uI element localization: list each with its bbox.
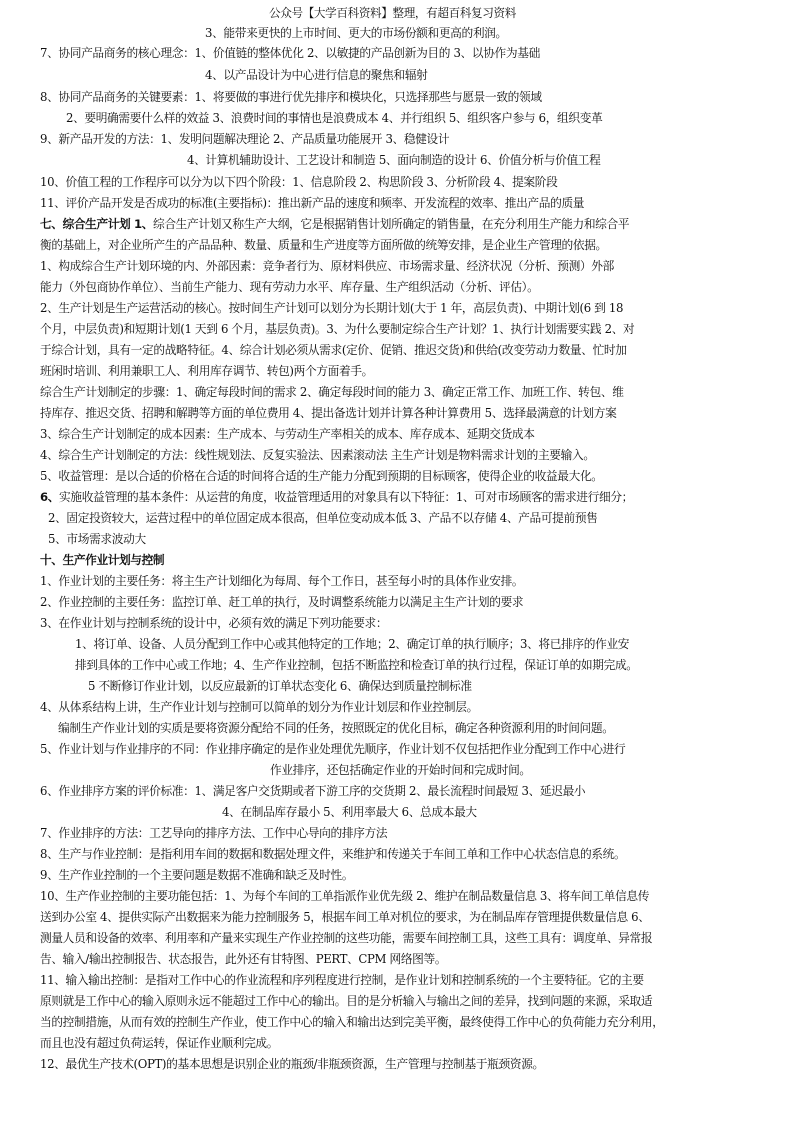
page-header: 公众号【大学百科资料】整理，有超百科复习资料 [269,6,516,20]
text-line: 班闲时培训、利用兼职工人、利用库存调节、转包)两个方面着手。 [40,364,373,378]
text-line: 5、市场需求波动大 [48,532,146,546]
section-title: 七、综合生产计划 1、 [40,217,153,231]
text-line: 1、作业计划的主要任务：将主生产计划细化为每周、每个工作日，甚至每小时的具体作业安排。 [40,574,524,588]
item-number: 6、 [40,490,60,504]
text-line: 1、构成综合生产计划环境的内、外部因素：竞争者行为、原材料供应、市场需求量、经济状况（分析、预测）外部 [40,259,614,273]
text-line: 2、作业控制的主要任务：监控订单、赶工单的执行，及时调整系统能力以满足主生产计划的要求 [40,595,524,609]
text-line: 持库存、推迟交货、招聘和解聘等方面的单位费用 4、提出备选计划并计算各种计算费用 5、选择最满意的计划方案 [40,406,617,420]
text-line: 个月，中层负责)和短期计划(1 天到 6 个月，基层负责)。3、为什么要制定综合生产计划？1、执行计划需要实践 2、对 [40,322,635,336]
text-line: 2、固定投资较大，运营过程中的单位固定成本很高，但单位变动成本低 3、产品不以存储 4、产品可提前预售 [48,511,598,525]
text-line: 原则就是工作中心的输入原则永远不能超过工作中心的输出。目的是分析输入与输出之间的差异，找到问题的来源，采取适 [40,994,653,1008]
text-line: 3、在作业计划与控制系统的设计中，必须有效的满足下列功能要求： [40,616,388,630]
text-line: 4、计算机辅助设计、工艺设计和制造 5、面向制造的设计 6、价值分析与价值工程 [187,153,601,167]
text-line: 综合生产计划制定的步骤：1、确定每段时间的需求 2、确定每段时间的能力 3、确定正常工作、加班工作、转包、维 [40,385,624,399]
text-line: 7、协同产品商务的核心理念：1、价值链的整体优化 2、以敏捷的产品创新为目的 3、以协作为基础 [40,46,540,60]
text-line: 5、收益管理：是以合适的价格在合适的时间将合适的生产能力分配到预期的目标顾客，使得企业的收益最大化。 [40,469,603,483]
text-line: 10、价值工程的工作程序可以分为以下四个阶段：1、信息阶段 2、构思阶段 3、分析阶段 4、提案阶段 [40,175,558,189]
text-line: 4、以产品设计为中心进行信息的聚焦和辐射 [205,68,428,82]
text-line: 衡的基础上，对企业所产生的产品品种、数量、质量和生产进度等方面所做的统筹安排，是企业生产管理的依据。 [40,238,607,252]
text-line: 3、能带来更快的上市时间、更大的市场份额和更高的利润。 [205,26,507,40]
text-line: 8、协同产品商务的关键要素：1、将要做的事进行优先排序和模块化，只选择那些与愿景一致的领域 [40,90,542,104]
text-line: 测量人员和设备的效率、利用率和产量来实现生产作业控制的这些功能，需要车间控制工具，这些工具有：调度单、异常报 [40,931,653,945]
text-line: 作业排序，还包括确定作业的开始时间和完成时间。 [270,763,531,777]
text-line: 4、综合生产计划制定的方法：线性规划法、反复实验法、因素滚动法 主生产计划是物料需求计划的主要输入。 [40,448,595,462]
text-line: 6、作业排序方案的评价标准：1、满足客户交货期或者下游工序的交货期 2、最长流程时间最短 3、延迟最小 [40,784,586,798]
item-text: 实施收益管理的基本条件：从运营的角度，收益管理适用的对象具有以下特征：1、可对市场顾客的需求进行细分； [59,490,633,504]
text-line: 11、输入输出控制：是指对工作中心的作业流程和序列程度进行控制，是作业计划和控制系统的一个主要特征。它的主要 [40,973,644,987]
text-line: 能力（外包商协作单位）、当前生产能力、现有劳动力水平、库存量、生产组织活动（分析、评估）。 [40,280,539,294]
text-line: 2、生产计划是生产运营活动的核心。按时间生产计划可以划分为长期计划(大于 1 年，高层负责)、中期计划(6 到 18 [40,301,624,315]
text-line: 9、生产作业控制的一个主要问题是数据不准确和缺乏及时性。 [40,868,354,882]
section-heading-10: 十、生产作业计划与控制 [40,553,165,567]
text-line: 10、生产作业控制的主要功能包括：1、为每个车间的工单指派作业优先级 2、维护在制品数量信息 3、将车间工单信息传 [40,889,650,903]
text-line: 排到具体的工作中心或工作地；4、生产作业控制，包括不断监控和检查订单的执行过程，保证订单的如期完成。 [75,658,638,672]
section-text: 综合生产计划又称生产大纲，它是根据销售计划所确定的销售量，在充分利用生产能力和综合平 [153,217,630,231]
text-line: 7、作业排序的方法：工艺导向的排序方法、工作中心导向的排序方法 [40,826,388,840]
text-line: 5、作业计划与作业排序的不同：作业排序确定的是作业处理优先顺序，作业计划不仅包括把作业分配到工作中心进行 [40,742,626,756]
text-line: 1、将订单、设备、人员分配到工作中心或其他特定的工作地；2、确定订单的执行顺序；3、将已排序的作业安 [75,637,630,651]
text-line: 5 不断修订作业计划，以反应最新的订单状态变化 6、确保达到质量控制标准 [88,679,472,693]
text-line: 4、在制品库存最小 5、利用率最大 6、总成本最大 [222,805,477,819]
text-line: 9、新产品开发的方法：1、发明问题解决理论 2、产品质量功能展开 3、稳健设计 [40,132,450,146]
text-line: 8、生产与作业控制：是指利用车间的数据和数据处理文件，来维护和传递关于车间工单和工作中心状态信息的系统。 [40,847,626,861]
text-line: 送到办公室 4、提供实际产出数据来为能力控制服务 5，根据车间工单对机位的要求，为在制品库存管理提供数量信息 6、 [40,910,650,924]
text-line: 于综合计划，具有一定的战略特征。4、综合计划必须从需求(定价、促销、推迟交货)和供给(改变劳动力数量、忙时加 [40,343,627,357]
text-line: 而且也没有超过负荷运转，保证作业顺利完成。 [40,1036,279,1050]
text-line [40,490,633,505]
text-line: 2、要明确需要什么样的效益 3、浪费时间的事情也是浪费成本 4、并行组织 5、组织客户参与 6，组织变革 [66,111,603,125]
section-heading-7 [40,217,629,232]
text-line: 3、综合生产计划制定的成本因素：生产成本、与劳动生产率相关的成本、库存成本、延期交货成本 [40,427,535,441]
text-line: 11、评价产品开发是否成功的标准(主要指标)：推出新产品的速度和频率、开发流程的效率、推出产品的质量 [40,196,585,210]
text-line: 告、输入/输出控制报告、状态报告，此外还有甘特图、PERT、CPM 网络图等。 [40,952,447,966]
text-line: 4、从体系结构上讲，生产作业计划与控制可以简单的划分为作业计划层和作业控制层。 [40,700,478,714]
text-line: 编制生产作业计划的实质是要将资源分配给不同的任务，按照既定的优化目标，确定各种资源利用的时间问题。 [58,721,614,735]
text-line: 12、最优生产技术(OPT)的基本思想是识别企业的瓶颈/非瓶颈资源，生产管理与控制基于瓶颈资源。 [40,1057,544,1071]
text-line: 当的控制措施，从而有效的控制生产作业，使工作中心的输入和输出达到完美平衡，最终使得工作中心的负荷能力充分利用， [40,1015,664,1029]
